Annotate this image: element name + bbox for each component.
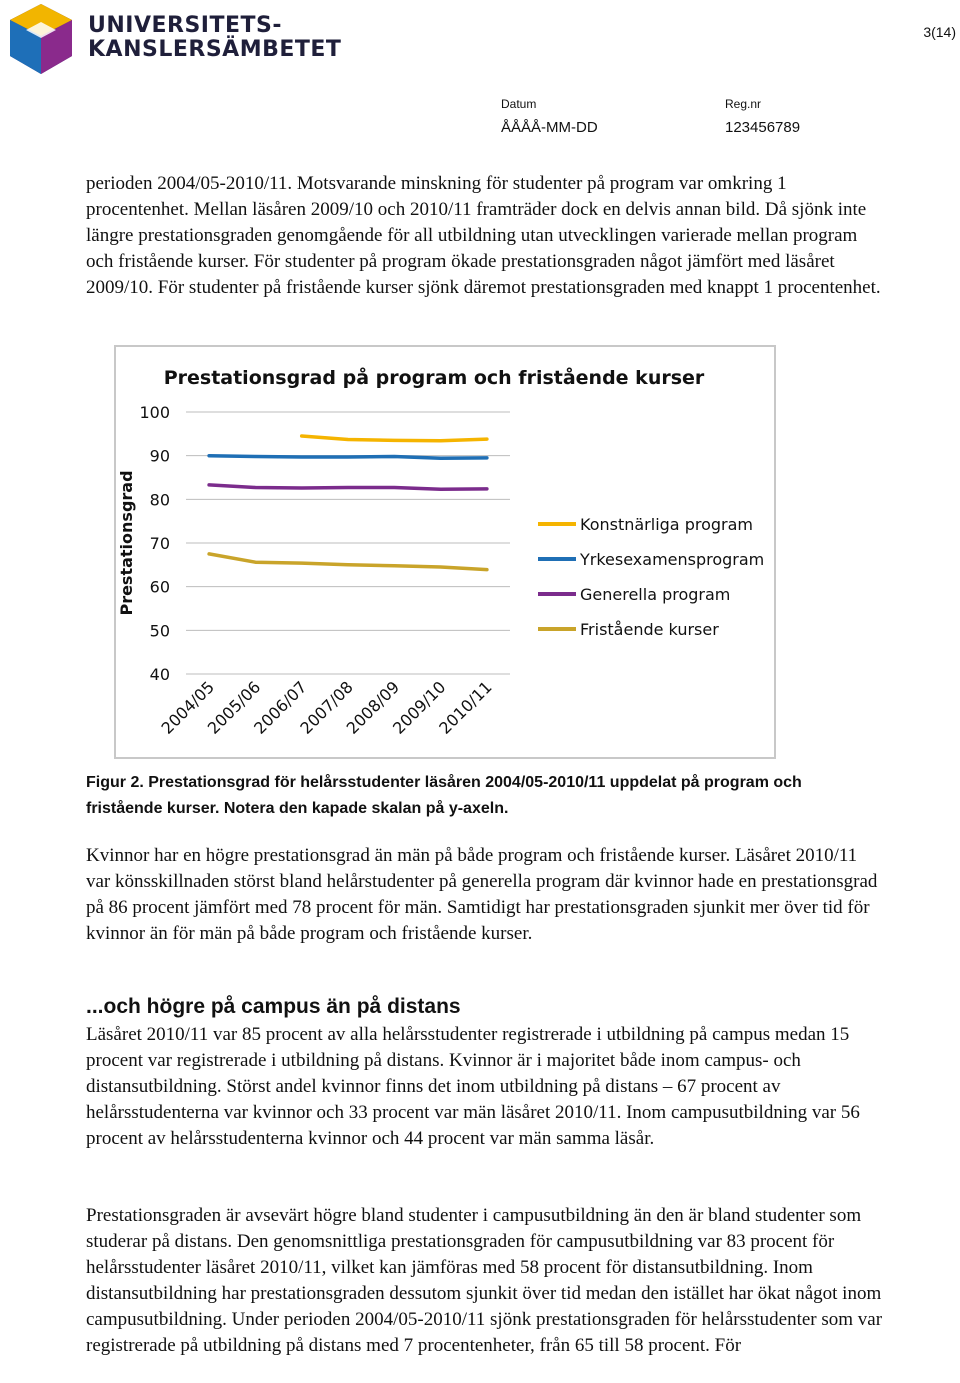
section-heading: ...och högre på campus än på distans xyxy=(86,995,461,1018)
page-number: 3(14) xyxy=(923,24,956,40)
chart-title: Prestationsgrad på program och fristående kurser xyxy=(163,367,705,389)
x-tick-label: 2006/07 xyxy=(250,677,311,738)
series-line xyxy=(302,436,487,441)
chart-frame xyxy=(114,345,776,759)
reg-label: Reg.nr xyxy=(725,97,762,111)
y-tick-label: 80 xyxy=(149,490,170,510)
y-tick-label: 50 xyxy=(149,621,170,641)
paragraph-2: Kvinnor har en högre prestationsgrad än män på både program och fristående kurser. Läsåret 2010/11 var könsskillnaden störst bland helårstudenter på generella program där kvinnor hade en prestationsgrad på 86 procent jämfört med 78 procent för män. Samtidigt har prestationsgraden sjunkit mer över tid för kvinnor än för män på både program och fristående kurser. xyxy=(86,845,878,944)
paragraph-3: Läsåret 2010/11 var 85 procent av alla helårsstudenter registrerade i utbildning på campus medan 15 procent var registrerade i utbildning på distans. Kvinnor är i majoritet både inom campus- och distansutbildning. Störst andel kvinnor finns det inom utbildning på distans – 67 procent av helårsstudenterna var kvinnor och 33 procent var män läsåret 2010/11. Inom campusutbildning var 56 procent av helårsstudenterna kvinnor och 44 procent var män samma läsår. xyxy=(86,1024,860,1149)
y-axis-label: Prestationsgrad xyxy=(117,470,136,616)
organization-name xyxy=(88,14,341,62)
legend-label: Fristående kurser xyxy=(580,620,719,639)
y-tick-label: 60 xyxy=(149,577,170,597)
reg-value: 123456789 xyxy=(725,119,801,136)
org-line-2: KANSLERSÄMBETET xyxy=(88,37,342,62)
date-value: ÅÅÅÅ-MM-DD xyxy=(501,119,598,136)
paragraph-1: perioden 2004/05-2010/11. Motsvarande minskning för studenter på program var omkring 1 procentenhet. Mellan läsåren 2009/10 och 2010/11 framträder dock en delvis annan bild. Då sjönk inte längre prestationsgraden genomgående för all utbildning utan utvecklingen varierade mellan program och fristående kurser. För studenter på program ökade prestationsgraden något jämfört med läsåret 2009/10. För studenter på fristående kurser sjönk däremot prestationsgraden med knappt 1 procentenhet. xyxy=(86,173,881,298)
x-tick-label: 2010/11 xyxy=(435,677,496,738)
y-tick-label: 70 xyxy=(149,534,170,553)
logo-icon xyxy=(6,2,76,76)
legend-label: Konstnärliga program xyxy=(580,515,753,534)
x-tick-label: 2007/08 xyxy=(296,677,357,738)
legend-label: Yrkesexamensprogram xyxy=(580,550,765,569)
line-chart xyxy=(116,347,774,757)
series-line xyxy=(209,485,487,489)
y-tick-label: 40 xyxy=(149,665,170,684)
y-tick-label: 100 xyxy=(139,403,170,422)
x-tick-label: 2005/06 xyxy=(203,677,265,738)
date-label: Datum xyxy=(501,97,537,111)
org-line-1: UNIVERSITETS- xyxy=(88,13,283,38)
series-line xyxy=(209,554,487,570)
y-tick-label: 90 xyxy=(149,446,170,466)
x-tick-label: 2009/10 xyxy=(388,677,450,738)
legend-label: Generella program xyxy=(580,585,731,604)
x-tick-label: 2004/05 xyxy=(157,677,218,738)
paragraph-4: Prestationsgraden är avsevärt högre bland studenter i campusutbildning än den är bland studenter som studerar på distans. Den genomsnittliga prestationsgraden för campusutbildning var 83 procent för helårsstudenter läsåret 2010/11, vilket kan jämföras med 58 procent för distansutbildning. Inom distansutbildning har prestationsgraden dessutom sjunkit över tid medan den istället har ökat något inom campusutbildning. Under perioden 2004/05-2010/11 sjönk prestationsgraden för helårsstudenter som var registrerade på utbildning på distans med 7 procentenheter, från 65 till 58 procent. För xyxy=(86,1205,883,1356)
figure-caption: Figur 2. Prestationsgrad för helårsstudenter läsåren 2004/05-2010/11 uppdelat på program och fristående kurser. Notera den kapade skalan på y-axeln. xyxy=(86,774,802,817)
x-tick-label: 2008/09 xyxy=(342,677,404,738)
